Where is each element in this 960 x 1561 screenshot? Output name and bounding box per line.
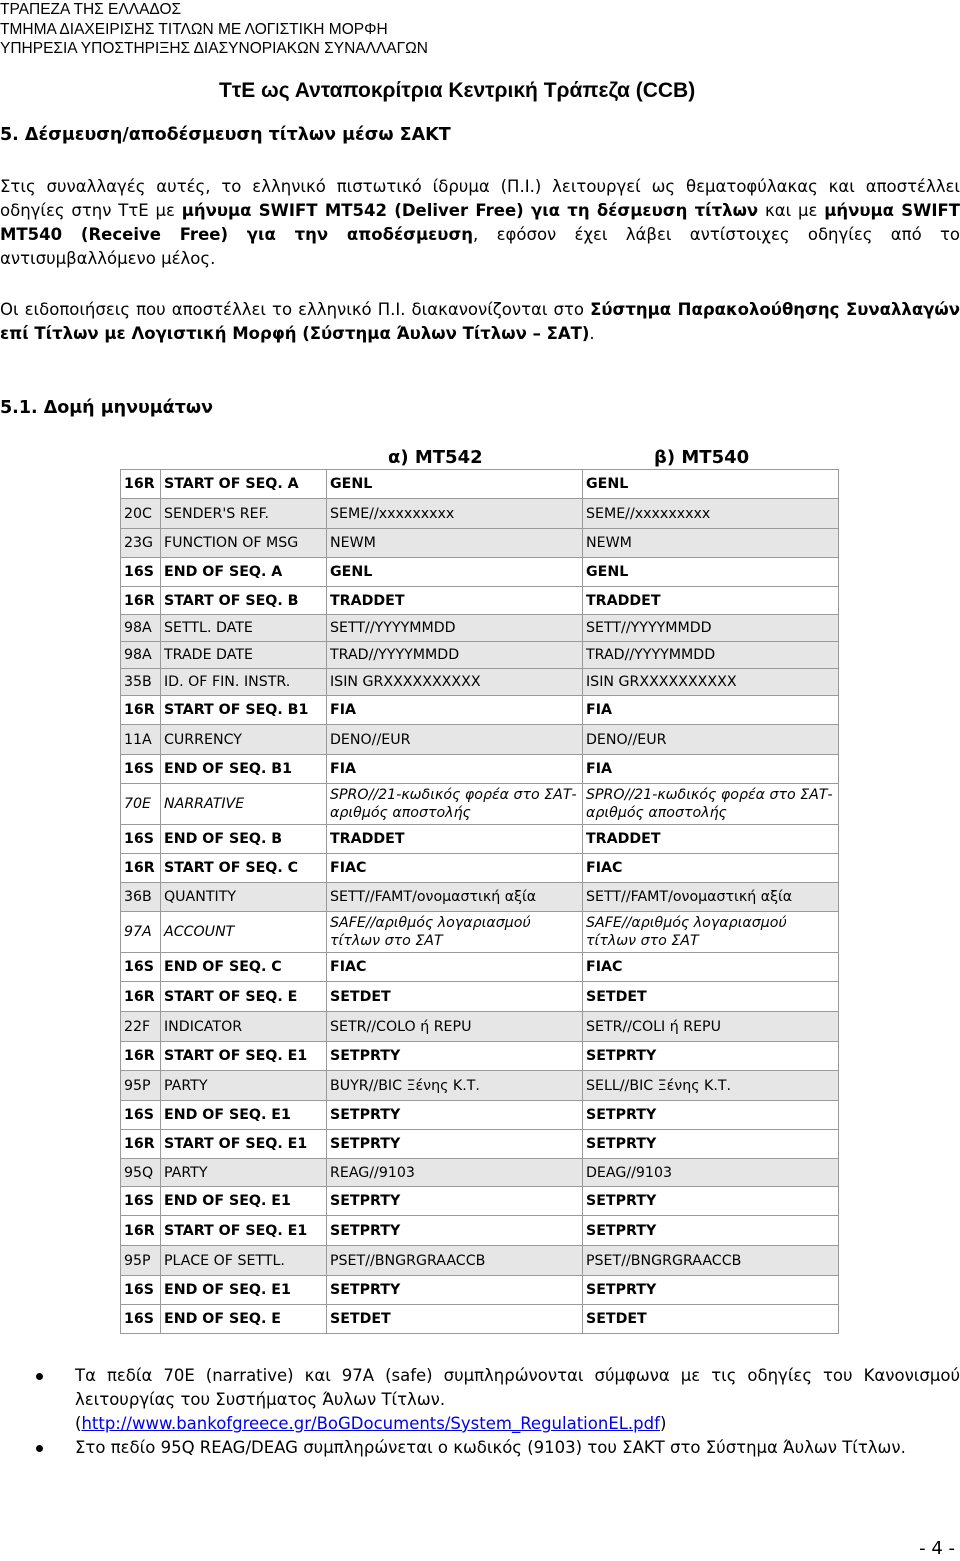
table-row bbox=[121, 1216, 839, 1246]
field-name: START OF SEQ. B bbox=[161, 587, 327, 615]
table-row bbox=[121, 883, 839, 912]
field-name: END OF SEQ. E1 bbox=[161, 1187, 327, 1216]
mt542-value: SETT//FAMT/ονομαστική αξία bbox=[327, 883, 583, 912]
note-1-paren-open: ( bbox=[75, 1414, 82, 1433]
mt540-value: SETDET bbox=[583, 982, 839, 1012]
mt540-value: ISIN GRXXXXXXXXXX bbox=[583, 669, 839, 696]
table-row bbox=[121, 755, 839, 784]
mt540-value: DENO//EUR bbox=[583, 725, 839, 755]
mt540-value: SETPRTY bbox=[583, 1216, 839, 1246]
mt542-value: REAG//9103 bbox=[327, 1159, 583, 1187]
field-tag: 98A bbox=[121, 615, 161, 642]
page-title: ΤτΕ ως Ανταποκρίτρια Κεντρική Τράπεζα (CCB) bbox=[219, 79, 696, 102]
p1-text-2: και με bbox=[758, 201, 825, 220]
p2-text-1: Οι ειδοποιήσεις που αποστέλλει το ελληνικό Π.Ι. διακανονίζονται στο bbox=[0, 300, 591, 319]
mt542-value: FIAC bbox=[327, 953, 583, 982]
field-name: END OF SEQ. B1 bbox=[161, 755, 327, 784]
mt542-value: FIA bbox=[327, 696, 583, 725]
mt542-value: SETDET bbox=[327, 1305, 583, 1334]
mt540-value: GENL bbox=[583, 558, 839, 587]
field-tag: 16S bbox=[121, 1305, 161, 1334]
note-item bbox=[0, 1436, 960, 1460]
field-name: PLACE OF SETTL. bbox=[161, 1246, 327, 1276]
mt542-value: SETDET bbox=[327, 982, 583, 1012]
p1-text-1: Στις συναλλαγές αυτές, το ελληνικό πιστωτικό ίδρυμα (Π.Ι.) λειτουργεί ως θεματοφύλακας και αποστέλλει οδηγίες στην ΤτΕ με bbox=[0, 177, 960, 220]
message-structure-table bbox=[120, 469, 839, 1334]
mt542-value: TRADDET bbox=[327, 587, 583, 615]
mt542-value: BUYR//BIC Ξένης Κ.Τ. bbox=[327, 1071, 583, 1101]
note-item bbox=[0, 1364, 960, 1436]
field-tag: 16S bbox=[121, 953, 161, 982]
mt542-value: SETPRTY bbox=[327, 1216, 583, 1246]
field-tag: 95Q bbox=[121, 1159, 161, 1187]
table-row bbox=[121, 642, 839, 669]
mt542-value: FIAC bbox=[327, 854, 583, 883]
mt540-value: FIAC bbox=[583, 854, 839, 883]
field-tag: 97A bbox=[121, 912, 161, 953]
regulation-link[interactable]: http://www.bankofgreece.gr/BoGDocuments/System_RegulationEL.pdf bbox=[81, 1414, 660, 1433]
mt542-value: SETT//YYYYMMDD bbox=[327, 615, 583, 642]
field-name: FUNCTION OF MSG bbox=[161, 529, 327, 558]
table-row bbox=[121, 1246, 839, 1276]
p2-bold-1: Σύστημα Παρακολούθησης Συναλλαγών επί Τίτλων με Λογιστική Μορφή (Σύστημα Άυλων Τίτλων – ΣΑΤ) bbox=[0, 300, 960, 343]
field-tag: 16S bbox=[121, 1276, 161, 1305]
section-5-heading: 5. Δέσμευση/αποδέσμευση τίτλων μέσω ΣΑΚΤ bbox=[0, 125, 451, 145]
mt540-value: TRADDET bbox=[583, 587, 839, 615]
field-name: START OF SEQ. A bbox=[161, 470, 327, 499]
field-name: CURRENCY bbox=[161, 725, 327, 755]
page-number: - 4 - bbox=[919, 1538, 955, 1559]
paragraph-1 bbox=[0, 175, 960, 271]
field-name: ID. OF FIN. INSTR. bbox=[161, 669, 327, 696]
field-tag: 22F bbox=[121, 1012, 161, 1042]
mt542-value: TRADDET bbox=[327, 825, 583, 854]
field-tag: 16S bbox=[121, 825, 161, 854]
table-row bbox=[121, 854, 839, 883]
mt542-value: SETPRTY bbox=[327, 1276, 583, 1305]
mt542-value: SAFE//αριθμός λογαριασμού τίτλων στο ΣΑΤ bbox=[327, 912, 583, 953]
field-name: END OF SEQ. E1 bbox=[161, 1101, 327, 1130]
mt542-value: SETPRTY bbox=[327, 1101, 583, 1130]
mt540-value: SETDET bbox=[583, 1305, 839, 1334]
mt542-value: NEWM bbox=[327, 529, 583, 558]
mt540-value: SETPRTY bbox=[583, 1276, 839, 1305]
mt540-value: SELL//BIC Ξένης Κ.Τ. bbox=[583, 1071, 839, 1101]
table-row bbox=[121, 470, 839, 499]
field-tag: 16R bbox=[121, 1130, 161, 1159]
mt540-value: SETPRTY bbox=[583, 1101, 839, 1130]
table-row bbox=[121, 1276, 839, 1305]
field-name: START OF SEQ. B1 bbox=[161, 696, 327, 725]
field-name: START OF SEQ. E1 bbox=[161, 1130, 327, 1159]
field-tag: 16S bbox=[121, 1187, 161, 1216]
field-tag: 95P bbox=[121, 1246, 161, 1276]
note-1-paren-close: ) bbox=[659, 1414, 667, 1433]
note-2-text: Στο πεδίο 95Q REAG/DEAG συμπληρώνεται ο κωδικός (9103) του ΣΑΚΤ στο Σύστημα Άυλων Τίτλων. bbox=[75, 1438, 906, 1457]
field-tag: 16R bbox=[121, 854, 161, 883]
table-row bbox=[121, 1159, 839, 1187]
p1-bold-2: μήνυμα SWIFT MT540 (Receive Free) για την αποδέσμευση bbox=[0, 201, 960, 244]
table-row bbox=[121, 1187, 839, 1216]
field-name: END OF SEQ. E bbox=[161, 1305, 327, 1334]
field-name: QUANTITY bbox=[161, 883, 327, 912]
field-name: PARTY bbox=[161, 1159, 327, 1187]
header-line-1: ΤΡΑΠΕΖΑ ΤΗΣ ΕΛΛΑΔΟΣ bbox=[0, 1, 182, 18]
field-name: END OF SEQ. A bbox=[161, 558, 327, 587]
p2-text-2: . bbox=[589, 324, 595, 343]
mt540-value: SAFE//αριθμός λογαριασμού τίτλων στο ΣΑΤ bbox=[583, 912, 839, 953]
mt540-value: SETPRTY bbox=[583, 1130, 839, 1159]
field-tag: 16R bbox=[121, 470, 161, 499]
section-5-1-heading: 5.1. Δομή μηνυμάτων bbox=[0, 398, 214, 418]
field-name: START OF SEQ. E bbox=[161, 982, 327, 1012]
mt540-value: PSET//BNGRGRAACCB bbox=[583, 1246, 839, 1276]
mt540-value: SETPRTY bbox=[583, 1187, 839, 1216]
mt542-value: SPRO//21-κωδικός φορέα στο ΣΑΤ-αριθμός αποστολής bbox=[327, 784, 583, 825]
field-name: START OF SEQ. C bbox=[161, 854, 327, 883]
field-name: END OF SEQ. C bbox=[161, 953, 327, 982]
field-name: START OF SEQ. E1 bbox=[161, 1216, 327, 1246]
mt542-value: SETR//COLO ή REPU bbox=[327, 1012, 583, 1042]
mt542-value: FIA bbox=[327, 755, 583, 784]
field-name: SETTL. DATE bbox=[161, 615, 327, 642]
field-tag: 16S bbox=[121, 558, 161, 587]
mt542-value: TRAD//YYYYMMDD bbox=[327, 642, 583, 669]
mt542-value: PSET//BNGRGRAACCB bbox=[327, 1246, 583, 1276]
field-name: END OF SEQ. E1 bbox=[161, 1276, 327, 1305]
mt540-value: SETT//FAMT/ονομαστική αξία bbox=[583, 883, 839, 912]
field-name: START OF SEQ. E1 bbox=[161, 1042, 327, 1071]
field-tag: 98A bbox=[121, 642, 161, 669]
mt540-value: SEME//xxxxxxxxx bbox=[583, 499, 839, 529]
field-tag: 16R bbox=[121, 696, 161, 725]
field-tag: 16R bbox=[121, 1216, 161, 1246]
mt542-column-heading: α) MT542 bbox=[388, 447, 483, 468]
field-tag: 16R bbox=[121, 587, 161, 615]
mt542-value: ISIN GRXXXXXXXXXX bbox=[327, 669, 583, 696]
field-tag: 16S bbox=[121, 755, 161, 784]
mt540-value: SPRO//21-κωδικός φορέα στο ΣΑΤ-αριθμός αποστολής bbox=[583, 784, 839, 825]
field-name: ACCOUNT bbox=[161, 912, 327, 953]
field-tag: 11A bbox=[121, 725, 161, 755]
field-tag: 95P bbox=[121, 1071, 161, 1101]
table-row bbox=[121, 499, 839, 529]
field-tag: 70E bbox=[121, 784, 161, 825]
table-row bbox=[121, 587, 839, 615]
field-tag: 35B bbox=[121, 669, 161, 696]
table-row bbox=[121, 953, 839, 982]
mt540-value: FIA bbox=[583, 696, 839, 725]
mt542-value: SETPRTY bbox=[327, 1187, 583, 1216]
mt542-value: SETPRTY bbox=[327, 1042, 583, 1071]
mt542-value: GENL bbox=[327, 470, 583, 499]
mt542-value: DENO//EUR bbox=[327, 725, 583, 755]
p1-bold-1: μήνυμα SWIFT MT542 (Deliver Free) για τη δέσμευση τίτλων bbox=[181, 201, 759, 220]
bullet-icon bbox=[36, 1373, 43, 1380]
p1-text-3: , εφόσον έχει λάβει αντίστοιχες οδηγίες από το αντισυμβαλλόμενο μέλος. bbox=[0, 225, 960, 268]
mt542-value: GENL bbox=[327, 558, 583, 587]
document-header bbox=[0, 0, 428, 59]
bullet-icon bbox=[36, 1445, 43, 1452]
mt540-value: GENL bbox=[583, 470, 839, 499]
table-row bbox=[121, 1130, 839, 1159]
table-row bbox=[121, 784, 839, 825]
table-row bbox=[121, 669, 839, 696]
table-row bbox=[121, 1101, 839, 1130]
header-line-2: ΤΜΗΜΑ ΔΙΑΧΕΙΡΙΣΗΣ ΤΙΤΛΩΝ ΜΕ ΛΟΓΙΣΤΙΚΗ ΜΟΡΦΗ bbox=[0, 20, 388, 38]
table-row bbox=[121, 1305, 839, 1334]
table-row bbox=[121, 725, 839, 755]
field-name: PARTY bbox=[161, 1071, 327, 1101]
header-line-3: ΥΠΗΡΕΣΙΑ ΥΠΟΣΤΗΡΙΞΗΣ ΔΙΑΣΥΝΟΡΙΑΚΩΝ ΣΥΝΑΛΛΑΓΩΝ bbox=[0, 40, 428, 57]
field-name: INDICATOR bbox=[161, 1012, 327, 1042]
field-tag: 20C bbox=[121, 499, 161, 529]
mt540-value: DEAG//9103 bbox=[583, 1159, 839, 1187]
table-row bbox=[121, 615, 839, 642]
mt540-value: FIAC bbox=[583, 953, 839, 982]
mt540-value: SETPRTY bbox=[583, 1042, 839, 1071]
mt540-value: FIA bbox=[583, 755, 839, 784]
table-row bbox=[121, 558, 839, 587]
note-1-text: Τα πεδία 70E (narrative) και 97A (safe) συμπληρώνονται σύμφωνα με τις οδηγίες του Κανονισμού λειτουργίας του Συστήματος Άυλων Τίτλων. bbox=[75, 1366, 960, 1409]
mt542-value: SEME//xxxxxxxxx bbox=[327, 499, 583, 529]
table-row bbox=[121, 1042, 839, 1071]
table-row bbox=[121, 529, 839, 558]
mt540-column-heading: β) MT540 bbox=[654, 447, 750, 468]
table-row bbox=[121, 825, 839, 854]
table-row bbox=[121, 912, 839, 953]
table-row bbox=[121, 1012, 839, 1042]
mt540-value: TRADDET bbox=[583, 825, 839, 854]
mt542-value: SETPRTY bbox=[327, 1130, 583, 1159]
field-tag: 16R bbox=[121, 1042, 161, 1071]
mt540-value: TRAD//YYYYMMDD bbox=[583, 642, 839, 669]
field-name: NARRATIVE bbox=[161, 784, 327, 825]
field-name: TRADE DATE bbox=[161, 642, 327, 669]
field-tag: 16R bbox=[121, 982, 161, 1012]
mt540-value: SETT//YYYYMMDD bbox=[583, 615, 839, 642]
field-name: SENDER'S REF. bbox=[161, 499, 327, 529]
table-row bbox=[121, 982, 839, 1012]
field-tag: 36B bbox=[121, 883, 161, 912]
table-row bbox=[121, 696, 839, 725]
mt540-value: SETR//COLI ή REPU bbox=[583, 1012, 839, 1042]
paragraph-2 bbox=[0, 298, 960, 346]
field-name: END OF SEQ. B bbox=[161, 825, 327, 854]
table-row bbox=[121, 1071, 839, 1101]
field-tag: 16S bbox=[121, 1101, 161, 1130]
notes-list bbox=[0, 1364, 960, 1460]
field-tag: 23G bbox=[121, 529, 161, 558]
mt540-value: NEWM bbox=[583, 529, 839, 558]
